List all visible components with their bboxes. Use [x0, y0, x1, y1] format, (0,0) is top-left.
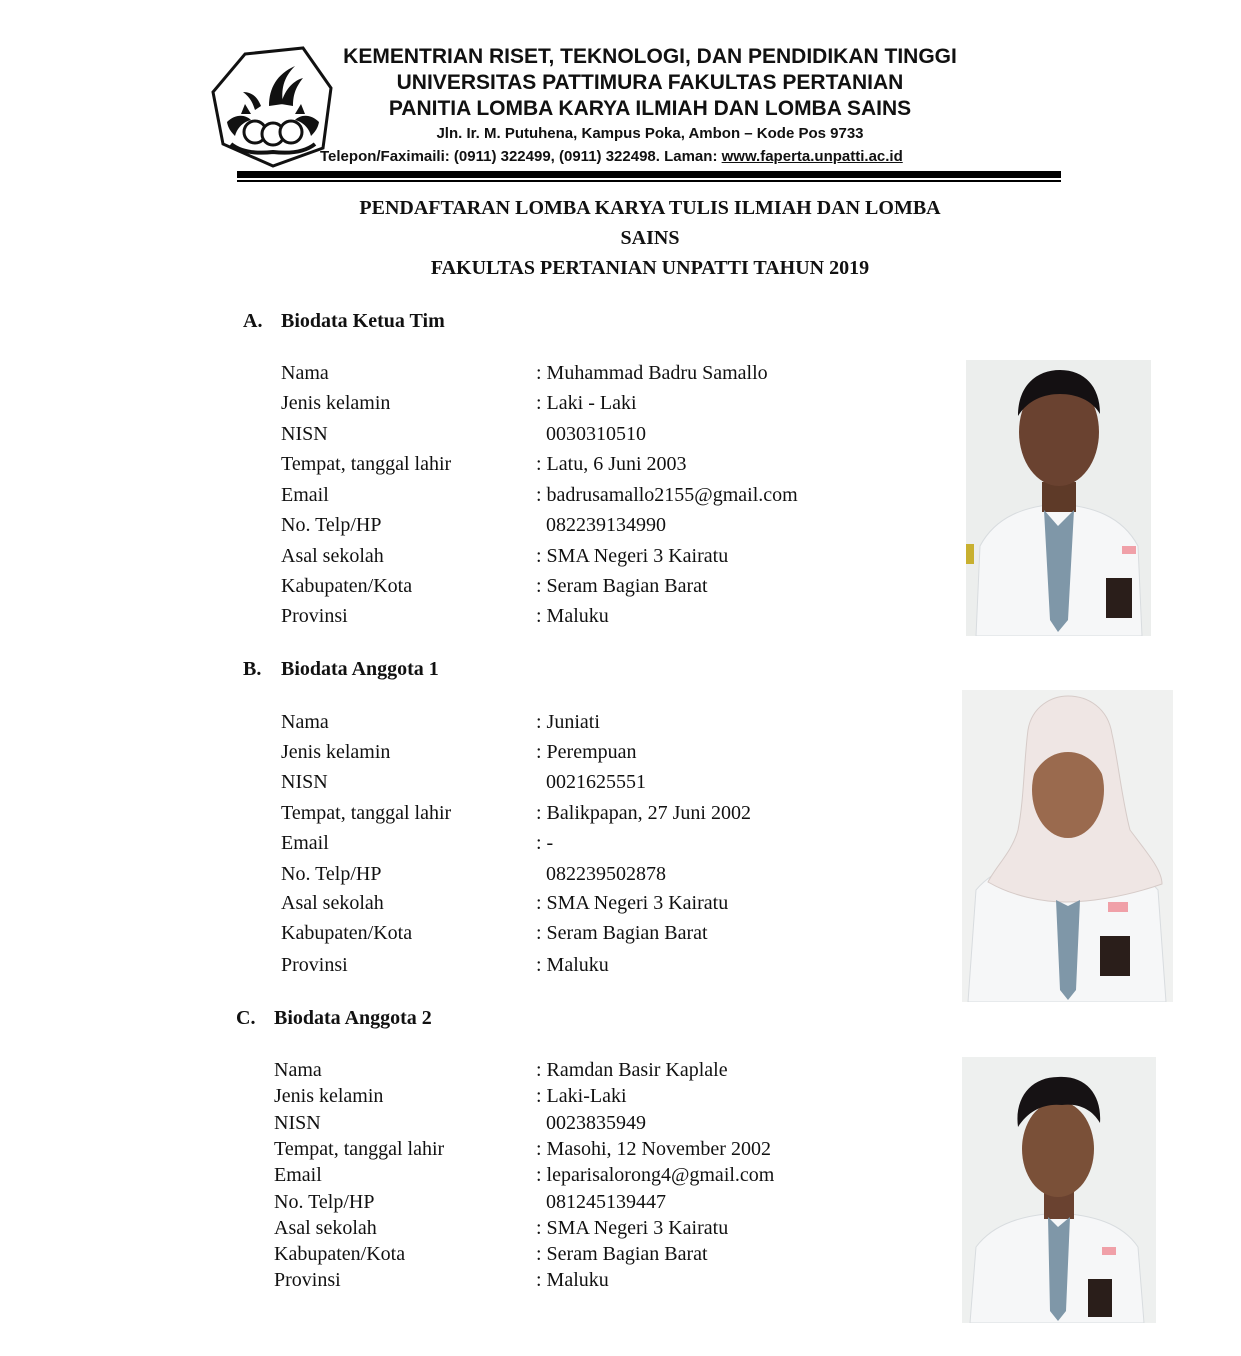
letterhead-ministry: KEMENTRIAN RISET, TEKNOLOGI, DAN PENDIDIKAN TINGGI: [343, 45, 957, 68]
field-label: Kabupaten/Kota: [274, 1243, 406, 1265]
section-heading-ketua: Biodata Ketua Tim: [281, 310, 445, 332]
field-label: No. Telp/HP: [274, 1191, 375, 1213]
document-title-line2: SAINS: [620, 227, 680, 249]
field-value: : Maluku: [536, 954, 609, 976]
letterhead-divider-thin: [237, 180, 1061, 182]
field-value: : Juniati: [536, 711, 600, 733]
letterhead-committee: PANITIA LOMBA KARYA ILMIAH DAN LOMBA SAINS: [388, 97, 912, 120]
field-value: : Seram Bagian Barat: [536, 922, 708, 944]
field-value: : Seram Bagian Barat: [536, 575, 708, 597]
field-value: : SMA Negeri 3 Kairatu: [536, 892, 729, 914]
field-value: : SMA Negeri 3 Kairatu: [536, 545, 729, 567]
field-label: Provinsi: [281, 605, 348, 627]
field-value: : leparisalorong4@gmail.com: [536, 1164, 775, 1186]
field-value: 082239502878: [536, 863, 666, 885]
field-value: 082239134990: [536, 514, 666, 536]
field-label: Kabupaten/Kota: [281, 922, 413, 944]
field-label: Provinsi: [281, 954, 348, 976]
field-label: Jenis kelamin: [281, 741, 391, 763]
field-value: : Perempuan: [536, 741, 637, 763]
field-value: : SMA Negeri 3 Kairatu: [536, 1217, 729, 1239]
field-value: : Seram Bagian Barat: [536, 1243, 708, 1265]
field-label: NISN: [281, 771, 328, 793]
letterhead-address: Jln. Ir. M. Putuhena, Kampus Poka, Ambon – Kode Pos 9733: [436, 125, 864, 142]
field-value: : Maluku: [536, 605, 609, 627]
field-label: Provinsi: [274, 1269, 341, 1291]
letterhead-website-link[interactable]: www.faperta.unpatti.ac.id: [721, 148, 903, 165]
field-value: : -: [536, 832, 554, 854]
field-value: : Balikpapan, 27 Juni 2002: [536, 802, 751, 824]
field-label: Kabupaten/Kota: [281, 575, 413, 597]
section-letter: C.: [236, 1007, 256, 1029]
field-label: Tempat, tanggal lahir: [281, 802, 452, 824]
student-photo-icon: [962, 690, 1173, 1002]
field-value: : Ramdan Basir Kaplale: [536, 1059, 728, 1081]
field-label: Email: [274, 1164, 322, 1186]
section-letter: A.: [243, 310, 263, 332]
field-label: No. Telp/HP: [281, 863, 382, 885]
field-label: Email: [281, 832, 329, 854]
field-value: : Laki-Laki: [536, 1085, 627, 1107]
letterhead-university: UNIVERSITAS PATTIMURA FAKULTAS PERTANIAN: [396, 71, 904, 94]
field-value: : Laki - Laki: [536, 392, 637, 414]
field-label: Email: [281, 484, 329, 506]
field-label: Asal sekolah: [281, 545, 384, 567]
letterhead-divider: [237, 171, 1061, 178]
section-heading-anggota-1: Biodata Anggota 1: [281, 658, 439, 680]
field-label: No. Telp/HP: [281, 514, 382, 536]
field-label: Jenis kelamin: [281, 392, 391, 414]
letterhead-phone: Telepon/Faximaili: (0911) 322499, (0911) 322498. Laman:: [320, 148, 722, 165]
field-label: NISN: [274, 1112, 321, 1134]
section-letter: B.: [243, 658, 262, 680]
student-photo-icon: [962, 1057, 1156, 1323]
document-title: PENDAFTARAN LOMBA KARYA TULIS ILMIAH DAN LOMBA: [359, 197, 941, 219]
field-value: 0023835949: [536, 1112, 646, 1134]
section-heading-anggota-2: Biodata Anggota 2: [274, 1007, 432, 1029]
field-label: Asal sekolah: [274, 1217, 377, 1239]
letterhead-contact: [320, 148, 903, 165]
field-label: Tempat, tanggal lahir: [274, 1138, 445, 1160]
field-value: : badrusamallo2155@gmail.com: [536, 484, 798, 506]
field-label: Tempat, tanggal lahir: [281, 453, 452, 475]
field-value: 0030310510: [536, 423, 646, 445]
field-value: 081245139447: [536, 1191, 666, 1213]
field-value: 0021625551: [536, 771, 646, 793]
field-label: Jenis kelamin: [274, 1085, 384, 1107]
document-subtitle: FAKULTAS PERTANIAN UNPATTI TAHUN 2019: [430, 257, 870, 279]
field-value: : Masohi, 12 November 2002: [536, 1138, 771, 1160]
field-label: Nama: [274, 1059, 322, 1081]
student-photo-icon: [966, 360, 1151, 636]
field-label: Nama: [281, 711, 329, 733]
field-label: Asal sekolah: [281, 892, 384, 914]
field-label: Nama: [281, 362, 329, 384]
field-label: NISN: [281, 423, 328, 445]
field-value: : Muhammad Badru Samallo: [536, 362, 768, 384]
field-value: : Latu, 6 Juni 2003: [536, 453, 687, 475]
field-value: : Maluku: [536, 1269, 609, 1291]
